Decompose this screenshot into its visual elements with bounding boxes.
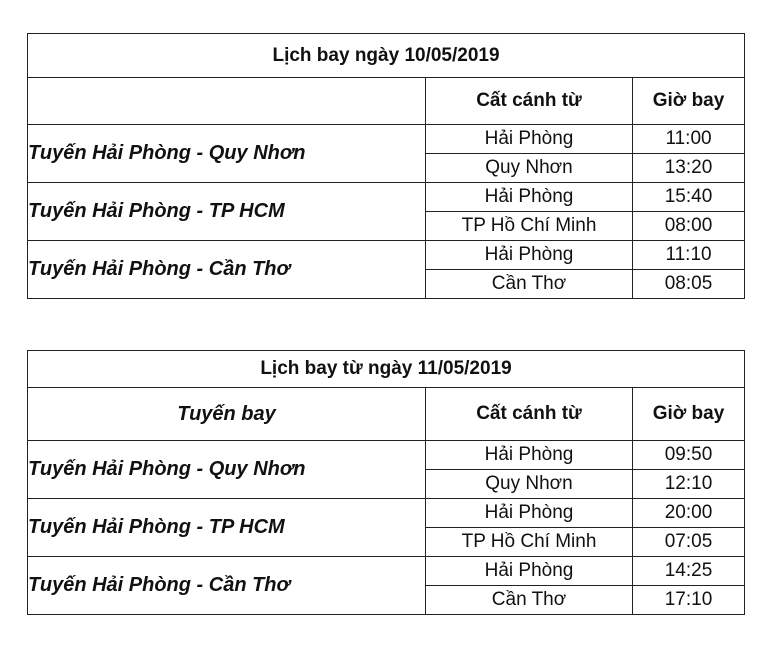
header-route <box>28 78 426 125</box>
flight-time: 07:05 <box>633 528 745 557</box>
departure-city: Quy Nhơn <box>426 154 633 183</box>
route-name: Tuyến Hải Phòng - TP HCM <box>28 499 426 557</box>
flight-time: 13:20 <box>633 154 745 183</box>
flight-time: 12:10 <box>633 470 745 499</box>
departure-city: TP Hồ Chí Minh <box>426 528 633 557</box>
table-row <box>28 125 745 154</box>
route-name: Tuyến Hải Phòng - TP HCM <box>28 183 426 241</box>
header-departure: Cất cánh từ <box>426 388 633 441</box>
flight-time: 14:25 <box>633 557 745 586</box>
table-row <box>28 441 745 470</box>
flight-time: 11:10 <box>633 241 745 270</box>
route-name: Tuyến Hải Phòng - Quy Nhơn <box>28 441 426 499</box>
flight-time: 17:10 <box>633 586 745 615</box>
departure-city: TP Hồ Chí Minh <box>426 212 633 241</box>
table-row <box>28 241 745 270</box>
route-name: Tuyến Hải Phòng - Cần Thơ <box>28 557 426 615</box>
flight-time: 20:00 <box>633 499 745 528</box>
flight-time: 08:00 <box>633 212 745 241</box>
flight-time: 15:40 <box>633 183 745 212</box>
departure-city: Cần Thơ <box>426 586 633 615</box>
departure-city: Hải Phòng <box>426 441 633 470</box>
table-title: Lịch bay ngày 10/05/2019 <box>28 34 745 78</box>
header-flight-time: Giờ bay <box>633 388 745 441</box>
departure-city: Hải Phòng <box>426 557 633 586</box>
table-row <box>28 499 745 528</box>
departure-city: Hải Phòng <box>426 499 633 528</box>
header-departure: Cất cánh từ <box>426 78 633 125</box>
table-title: Lịch bay từ ngày 11/05/2019 <box>28 351 745 388</box>
departure-city: Hải Phòng <box>426 183 633 212</box>
table-row <box>28 557 745 586</box>
flight-time: 09:50 <box>633 441 745 470</box>
departure-city: Quy Nhơn <box>426 470 633 499</box>
route-name: Tuyến Hải Phòng - Cần Thơ <box>28 241 426 299</box>
departure-city: Hải Phòng <box>426 241 633 270</box>
route-name: Tuyến Hải Phòng - Quy Nhơn <box>28 125 426 183</box>
table-row <box>28 183 745 212</box>
flight-time: 08:05 <box>633 270 745 299</box>
schedule-table-10-05 <box>27 33 745 299</box>
departure-city: Hải Phòng <box>426 125 633 154</box>
departure-city: Cần Thơ <box>426 270 633 299</box>
header-route: Tuyến bay <box>28 388 426 441</box>
flight-time: 11:00 <box>633 125 745 154</box>
schedule-table-11-05 <box>27 350 745 615</box>
header-flight-time: Giờ bay <box>633 78 745 125</box>
